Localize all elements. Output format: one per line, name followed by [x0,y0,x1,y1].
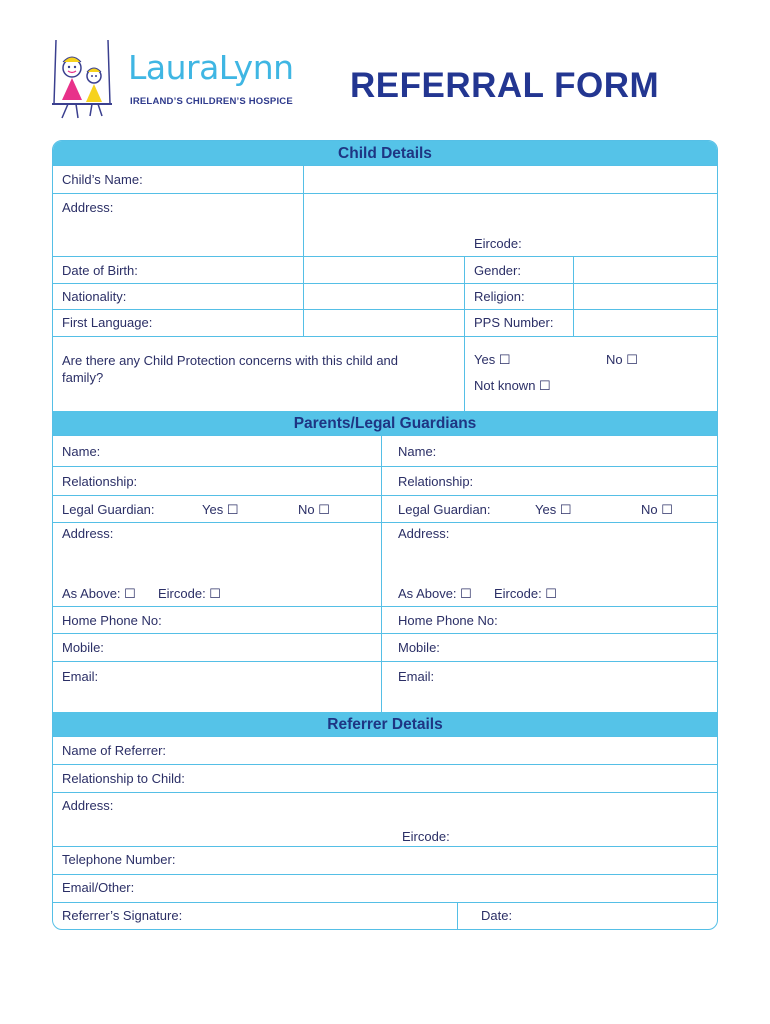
guardian1-legal-label: Legal Guardian: [62,502,155,517]
guardian1-email-label: Email: [62,669,99,684]
referrer-signature-label: Referrer’s Signature: [62,908,183,923]
guardian2-mobile-label: Mobile: [398,640,440,655]
referrer-eircode-label: Eircode: [402,829,450,844]
guardian1-name-label: Name: [62,444,101,459]
referrer-name-label: Name of Referrer: [62,743,167,758]
guardian2-legal-label: Legal Guardian: [398,502,491,517]
guardian-relationship-row [53,467,717,496]
referrer-email-row[interactable] [53,875,717,903]
religion-label: Religion: [474,289,525,304]
nationality-label: Nationality: [62,289,127,304]
guardian-home-phone-row [53,607,717,634]
referrer-signature-row [53,903,717,929]
guardian2-email-label: Email: [398,669,435,684]
religion-field[interactable] [574,284,717,309]
referrer-date-label: Date: [481,908,513,923]
guardian1-legal-no-checkbox[interactable]: No ☐ [298,502,330,517]
guardian1-legal-yes-checkbox[interactable]: Yes ☐ [202,502,239,517]
logo-tagline: IRELAND’S CHILDREN’S HOSPICE [130,96,293,107]
referrer-address-label: Address: [62,798,114,813]
child-address-label: Address: [62,200,114,215]
childs-name-field[interactable] [304,166,717,193]
guardian2-as-above-checkbox[interactable]: As Above: ☐ [398,586,472,601]
logo [48,38,298,128]
referrer-telephone-row[interactable] [53,847,717,875]
dob-label: Date of Birth: [62,263,138,278]
guardians-heading: Parents/Legal Guardians [293,415,477,432]
referrer-signature-field[interactable] [203,903,457,929]
first-language-row [53,310,717,337]
gender-label: Gender: [474,263,521,278]
referrer-name-row[interactable] [53,737,717,765]
nationality-field[interactable] [304,284,464,309]
pps-number-field[interactable] [574,310,717,336]
child-address-row [53,194,717,257]
referrer-email-label: Email/Other: [62,880,135,895]
guardian2-address-label: Address: [398,526,450,541]
referrer-address-row[interactable] [53,793,717,847]
child-details-header [53,141,717,166]
guardian1-relationship-label: Relationship: [62,474,138,489]
guardian-email-row [53,662,717,712]
pps-number-label: PPS Number: [474,315,554,330]
guardian2-name-label: Name: [398,444,437,459]
referrer-relationship-row[interactable] [53,765,717,793]
protection-row [53,337,717,411]
form-title: REFERRAL FORM [350,66,660,105]
guardian2-home-phone-label: Home Phone No: [398,613,498,628]
gender-field[interactable] [574,257,717,283]
guardian1-address-label: Address: [62,526,114,541]
guardian2-relationship-label: Relationship: [398,474,474,489]
guardian2-legal-yes-checkbox[interactable]: Yes ☐ [535,502,572,517]
referrer-telephone-label: Telephone Number: [62,852,176,867]
dob-row [53,257,717,284]
child-details-heading: Child Details [338,145,432,162]
protection-no-checkbox[interactable]: No ☐ [606,352,638,367]
first-language-field[interactable] [304,310,464,336]
protection-question: Are there any Child Protection concerns with this child and family? [62,353,399,385]
logo-name: LauraLynn [128,48,294,87]
referrer-relationship-label: Relationship to Child: [62,771,185,786]
childs-name-label: Child’s Name: [62,172,143,187]
referrer-header [53,712,717,737]
protection-not-known-checkbox[interactable]: Not known ☐ [474,378,551,393]
referral-form [52,140,718,930]
referrer-heading: Referrer Details [327,716,443,733]
nationality-row [53,284,717,310]
guardian1-home-phone-label: Home Phone No: [62,613,162,628]
first-language-label: First Language: [62,315,153,330]
child-eircode-label: Eircode: [474,236,522,251]
guardian1-as-above-checkbox[interactable]: As Above: ☐ [62,586,136,601]
guardian1-mobile-label: Mobile: [62,640,104,655]
guardian1-eircode-checkbox[interactable]: Eircode: ☐ [158,586,221,601]
guardian-mobile-row [53,634,717,662]
guardian-name-row [53,436,717,467]
referrer-date-field[interactable] [523,903,717,929]
swing-children-icon [48,38,128,128]
guardian2-eircode-checkbox[interactable]: Eircode: ☐ [494,586,557,601]
guardians-header [53,411,717,436]
guardian2-legal-no-checkbox[interactable]: No ☐ [641,502,673,517]
guardian-address-row [53,523,717,607]
protection-yes-checkbox[interactable]: Yes ☐ [474,352,511,367]
dob-field[interactable] [304,257,464,283]
childs-name-row [53,166,717,194]
guardian-legal-row [53,496,717,523]
